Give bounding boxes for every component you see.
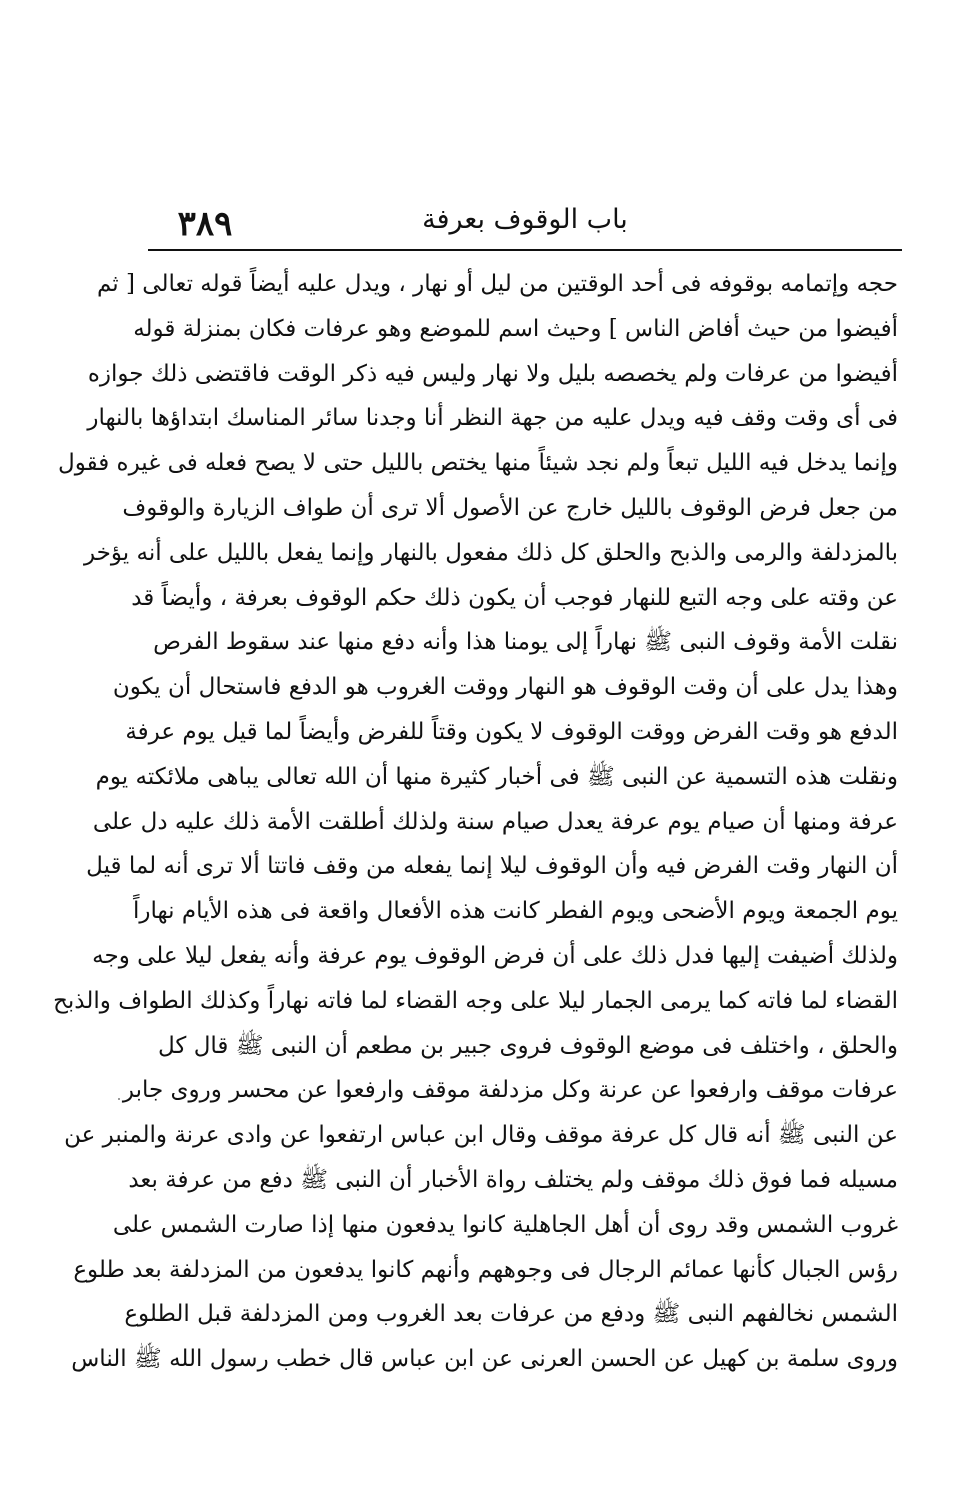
text-line: وإنما يدخل فيه الليل تبعاً ولم نجد شيئاً منها يختص بالليل حتى لا يصح فعله فى غيره فقول — [58, 450, 898, 477]
text-line: يوم الجمعة ويوم الأضحى ويوم الفطر كانت هذه الأفعال واقعة فى هذه الأيام نهاراً — [133, 898, 898, 925]
text-line: ونقلت هذه التسمية عن النبى ﷺ فى أخبار كثيرة منها أن الله تعالى يباهى ملائكته يوم — [95, 763, 898, 790]
text-line: وهذا يدل على أن وقت الوقوف هو النهار ووقت الغروب هو الدفع فاستحال أن يكون — [112, 674, 898, 701]
page-header — [150, 198, 900, 248]
text-line: عن وقته على وجه التبع للنهار فوجب أن يكون ذلك حكم الوقوف بعرفة ، وأيضاً قد — [131, 584, 898, 611]
text-line: وروى سلمة بن كهيل عن الحسن العرنى عن ابن عباس قال خطب رسول الله ﷺ الناس — [71, 1346, 898, 1373]
text-line: أفيضوا من حيث أفاض الناس ] وحيث اسم للموضع وهو عرفات فكان بمنزلة قوله — [133, 315, 898, 342]
text-line: مسيله فما فوق ذلك موقف ولم يختلف رواة الأخبار أن النبى ﷺ دفع من عرفة بعد — [128, 1166, 898, 1193]
text-line: رؤس الجبال كأنها عمائم الرجال فى وجوههم وأنهم كانوا يدفعون من المزدلفة بعد طلوع — [73, 1256, 898, 1283]
text-line: عرفات موقف وارفعوا عن عرنة وكل مزدلفة موقف وارفعوا عن محسر وروى جابر — [122, 1077, 898, 1104]
text-line: حجه وإتمامه بوقوفه فى أحد الوقتين من ليل أو نهار ، ويدل عليه أيضاً قوله تعالى [ ثم — [97, 271, 898, 297]
text-line: أن النهار وقت الفرض فيه وأن الوقوف ليلا إنما يفعله من وقف فاتتا ألا ترى أنه لما قيل — [86, 853, 898, 880]
body-text — [53, 262, 898, 1382]
header-rule — [148, 249, 902, 251]
text-line: غروب الشمس وقد روى أن أهل الجاهلية كانوا يدفعون منها إذا صارت الشمس على — [112, 1211, 898, 1238]
text-line: عن النبى ﷺ أنه قال كل عرفة موقف وقال ابن عباس ارتفعوا عن وادى عرنة والمنبر عن — [64, 1122, 898, 1149]
text-line: من جعل فرض الوقوف بالليل خارج عن الأصول ألا ترى أن طواف الزيارة والوقوف — [122, 494, 898, 521]
margin-speck — [118, 1098, 120, 1100]
text-line: فى أى وقت وقف فيه ويدل عليه من جهة النظر أنا وجدنا سائر المناسك ابتداؤها بالنهار — [87, 405, 898, 432]
text-line: والحلق ، واختلف فى موضع الوقوف فروى جبير بن مطعم أن النبى ﷺ قال كل — [158, 1032, 898, 1059]
text-line: عرفة ومنها أن صيام يوم عرفة يعدل صيام سنة ولذلك أطلقت الأمة ذلك عليه دل على — [92, 808, 898, 835]
text-line: الشمس نخالفهم النبى ﷺ ودفع من عرفات بعد الغروب ومن المزدلفة قبل الطلوع — [124, 1301, 898, 1328]
text-line: أفيضوا من عرفات ولم يخصصه بليل ولا نهار وليس فيه ذكر الوقت فاقتضى ذلك جوازه — [87, 360, 898, 387]
text-line: القضاء لما فاته كما يرمى الجمار ليلا على وجه القضاء لما فاته نهاراً وكذلك الطواف والذبح — [53, 987, 898, 1014]
page-number: ٣٨٩ — [177, 204, 233, 244]
text-line: نقلت الأمة وقوف النبى ﷺ نهاراً إلى يومنا هذا وأنه دفع منها عند سقوط الفرص — [153, 629, 898, 656]
text-line: ولذلك أضيفت إليها فدل ذلك على أن فرض الوقوف يوم عرفة وأنه يفعل ليلا على وجه — [92, 942, 898, 969]
text-line: بالمزدلفة والرمى والذبح والحلق كل ذلك مفعول بالنهار وإنما يفعل بالليل على أنه يؤخر — [83, 539, 898, 566]
text-line: الدفع هو وقت الفرض ووقت الوقوف لا يكون وقتاً للفرض وأيضاً لما قيل يوم عرفة — [125, 718, 898, 745]
running-title: باب الوقوف بعرفة — [422, 204, 628, 235]
